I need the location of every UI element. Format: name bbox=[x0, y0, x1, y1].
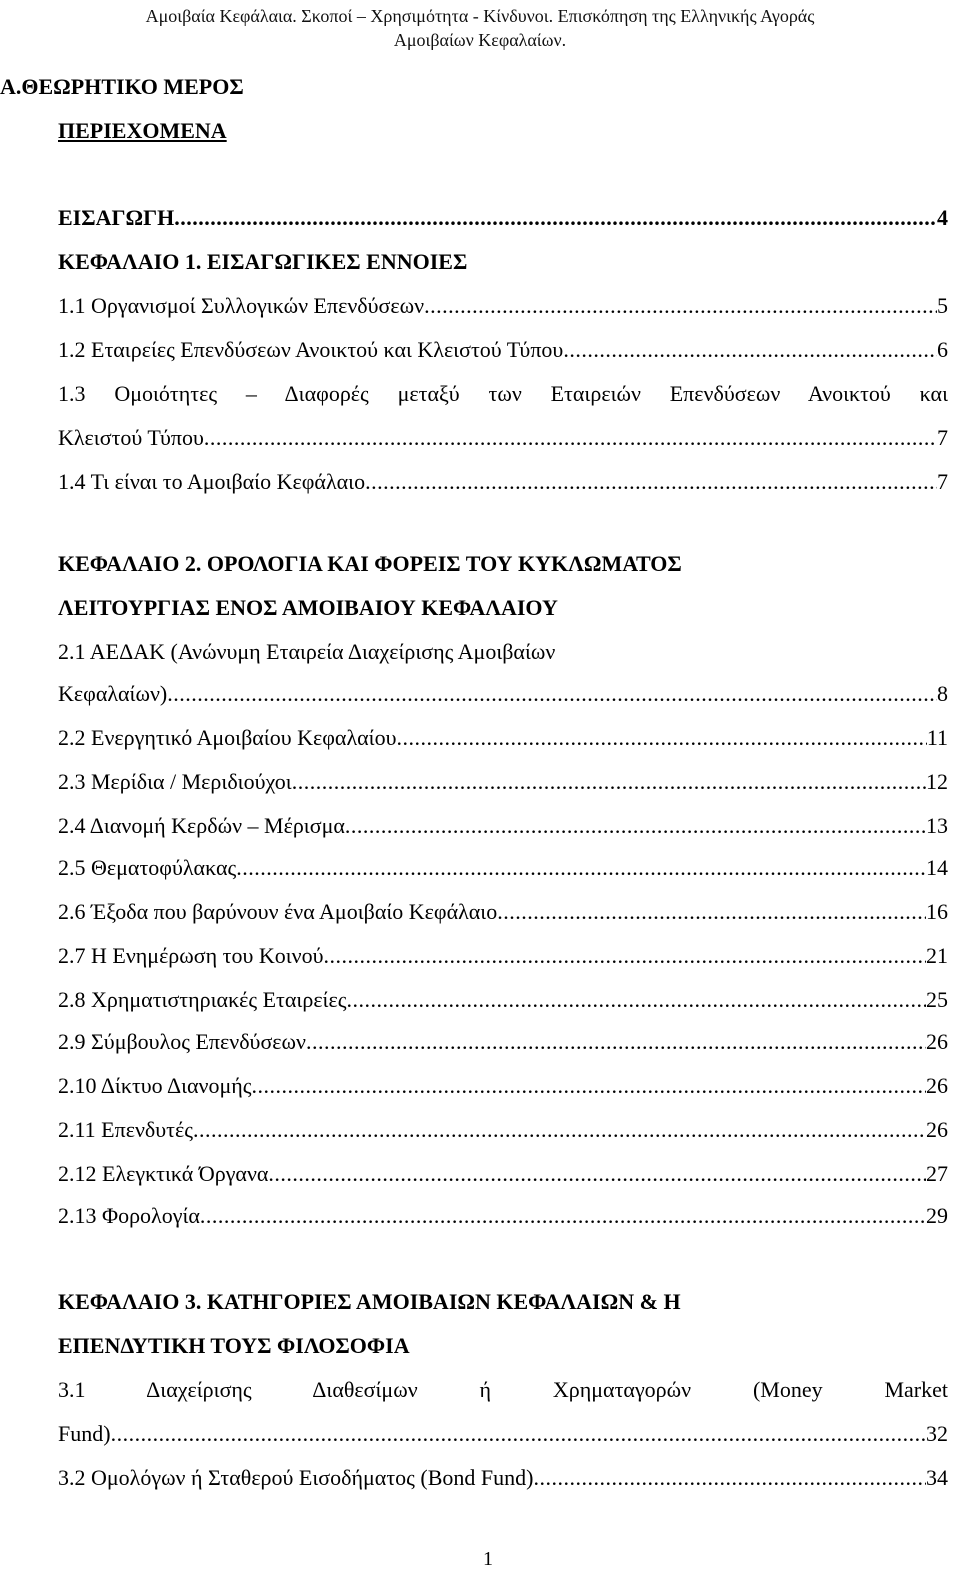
dot-leader bbox=[167, 672, 937, 716]
toc-label: 2.12 Ελεγκτικά Όργανα bbox=[58, 1161, 269, 1186]
toc-entry[interactable] bbox=[58, 1064, 948, 1108]
toc-label: 2.8 Χρηματιστηριακές Εταιρείες bbox=[58, 987, 347, 1012]
toc-page: 26 bbox=[926, 1073, 948, 1098]
toc-entry-line[interactable]: 3.1 Διαχείρισης Διαθεσίμων ή Χρηματαγορών (Money Market bbox=[58, 1377, 948, 1402]
contents-title: ΠΕΡΙΕΧΟΜΕΝΑ bbox=[58, 118, 227, 143]
chapter-2-heading: ΚΕΦΑΛΑΙΟ 2. ΟΡΟΛΟΓΙΑ ΚΑΙ ΦΟΡΕΙΣ ΤΟΥ ΚΥΚΛΩΜΑΤΟΣ bbox=[58, 551, 682, 576]
toc-label: Κεφαλαίων) bbox=[58, 681, 168, 706]
toc-entry[interactable] bbox=[58, 846, 948, 890]
chapter-1-heading: ΚΕΦΑΛΑΙΟ 1. ΕΙΣΑΓΩΓΙΚΕΣ ΕΝΝΟΙΕΣ bbox=[58, 249, 468, 274]
toc-entry[interactable] bbox=[58, 804, 948, 848]
toc-label: 2.4 Διανομή Κερδών – Μέρισμα bbox=[58, 813, 345, 838]
toc-page: 32 bbox=[926, 1421, 948, 1446]
toc-entry[interactable] bbox=[58, 460, 948, 504]
toc-page: 11 bbox=[926, 725, 948, 750]
toc-entry[interactable] bbox=[58, 1020, 948, 1064]
dot-leader bbox=[497, 890, 926, 934]
toc-page: 14 bbox=[926, 855, 948, 880]
toc-entry-line[interactable]: 1.3 Ομοιότητες – Διαφορές μεταξύ των Εταιρειών Επενδύσεων Ανοικτού και bbox=[58, 381, 948, 406]
toc-page: 6 bbox=[937, 337, 948, 362]
toc-label: 2.11 Επενδυτές bbox=[58, 1117, 193, 1142]
toc-label: 2.13 Φορολογία bbox=[58, 1203, 200, 1228]
toc-entry[interactable] bbox=[58, 934, 948, 978]
toc-label: 2.10 Δίκτυο Διανομής bbox=[58, 1073, 252, 1098]
toc-entry-line[interactable]: 2.1 ΑΕΔΑΚ (Ανώνυμη Εταιρεία Διαχείρισης Αμοιβαίων bbox=[58, 639, 556, 664]
toc-page: 16 bbox=[926, 899, 948, 924]
toc-page: 7 bbox=[937, 469, 948, 494]
toc-page: 34 bbox=[926, 1465, 948, 1490]
toc-page: 27 bbox=[926, 1161, 948, 1186]
toc-page: 25 bbox=[926, 987, 948, 1012]
dot-leader bbox=[396, 716, 926, 760]
dot-leader bbox=[324, 934, 926, 978]
toc-page: 26 bbox=[926, 1117, 948, 1142]
toc-page: 13 bbox=[926, 813, 948, 838]
toc-label: 1.1 Οργανισμοί Συλλογικών Επενδύσεων bbox=[58, 293, 425, 318]
toc-page: 5 bbox=[937, 293, 948, 318]
toc-entry-continued[interactable] bbox=[58, 1412, 948, 1456]
toc-label: Κλειστού Τύπου bbox=[58, 425, 204, 450]
dot-leader bbox=[563, 328, 937, 372]
toc-entry[interactable] bbox=[58, 890, 948, 934]
header-line-2: Αμοιβαίων Κεφαλαίων. bbox=[393, 30, 567, 50]
chapter-2-heading-cont: ΛΕΙΤΟΥΡΓΙΑΣ ΕΝΟΣ ΑΜΟΙΒΑΙΟΥ ΚΕΦΑΛΑΙΟΥ bbox=[58, 595, 558, 620]
toc-label: 1.2 Εταιρείες Επενδύσεων Ανοικτού και Κλειστού Τύπου bbox=[58, 337, 564, 362]
header-line-1: Αμοιβαία Κεφάλαια. Σκοποί – Χρησιμότητα - Κίνδυνοι. Επισκόπηση της Ελληνικής Αγοράς bbox=[145, 6, 815, 26]
toc-label: 1.4 Τι είναι το Αμοιβαίο Κεφάλαιο bbox=[58, 469, 366, 494]
dot-leader bbox=[193, 1108, 926, 1152]
toc-page: 21 bbox=[926, 943, 948, 968]
running-header bbox=[0, 4, 960, 52]
toc-entry[interactable] bbox=[58, 1152, 948, 1196]
toc-entry-intro[interactable] bbox=[58, 196, 948, 240]
toc-entry-continued[interactable] bbox=[58, 416, 948, 460]
dot-leader bbox=[345, 804, 926, 848]
toc-label: 2.6 Έξοδα που βαρύνουν ένα Αμοιβαίο Κεφάλαιο bbox=[58, 899, 498, 924]
toc-label: 2.3 Μερίδια / Μεριδιούχοι bbox=[58, 769, 292, 794]
toc-entry[interactable] bbox=[58, 284, 948, 328]
dot-leader bbox=[252, 1064, 926, 1108]
toc-label: 2.2 Ενεργητικό Αμοιβαίου Κεφαλαίου bbox=[58, 725, 397, 750]
dot-leader bbox=[200, 1194, 926, 1238]
page-number: 1 bbox=[483, 1548, 493, 1570]
section-title: Α.ΘΕΩΡΗΤΙΚΟ ΜΕΡΟΣ bbox=[0, 74, 244, 99]
toc-entry[interactable] bbox=[58, 760, 948, 804]
toc-label: 2.5 Θεματοφύλακας bbox=[58, 855, 237, 880]
toc-label: ΕΙΣΑΓΩΓΗ bbox=[58, 205, 175, 230]
toc-label: Fund) bbox=[58, 1421, 111, 1446]
toc-page: 26 bbox=[926, 1029, 948, 1054]
toc-label: 3.2 Ομολόγων ή Σταθερού Εισοδήματος (Bond Fund) bbox=[58, 1465, 534, 1490]
dot-leader bbox=[236, 846, 926, 890]
dot-leader bbox=[424, 284, 937, 328]
toc-page: 4 bbox=[937, 205, 948, 230]
toc-entry[interactable] bbox=[58, 1456, 948, 1500]
dot-leader bbox=[268, 1152, 926, 1196]
toc-label: 2.9 Σύμβουλος Επενδύσεων bbox=[58, 1029, 306, 1054]
dot-leader bbox=[174, 196, 937, 240]
dot-leader bbox=[292, 760, 926, 804]
toc-entry[interactable] bbox=[58, 328, 948, 372]
toc-entry[interactable] bbox=[58, 716, 948, 760]
toc-page: 29 bbox=[926, 1203, 948, 1228]
dot-leader bbox=[365, 460, 937, 504]
toc-page: 12 bbox=[926, 769, 948, 794]
toc-entry[interactable] bbox=[58, 978, 948, 1022]
toc-entry[interactable] bbox=[58, 1108, 948, 1152]
toc-page: 7 bbox=[937, 425, 948, 450]
chapter-3-heading-cont: ΕΠΕΝΔΥΤΙΚΗ ΤΟΥΣ ΦΙΛΟΣΟΦΙΑ bbox=[58, 1333, 410, 1358]
dot-leader bbox=[111, 1412, 926, 1456]
toc-label: 2.7 Η Ενημέρωση του Κοινού bbox=[58, 943, 324, 968]
dot-leader bbox=[346, 978, 926, 1022]
dot-leader bbox=[306, 1020, 926, 1064]
toc-entry-continued[interactable] bbox=[58, 672, 948, 716]
dot-leader bbox=[204, 416, 937, 460]
dot-leader bbox=[533, 1456, 926, 1500]
chapter-3-heading: ΚΕΦΑΛΑΙΟ 3. ΚΑΤΗΓΟΡΙΕΣ ΑΜΟΙΒΑΙΩΝ ΚΕΦΑΛΑΙΩΝ & Η bbox=[58, 1289, 681, 1314]
toc-page: 8 bbox=[937, 681, 948, 706]
toc-entry[interactable] bbox=[58, 1194, 948, 1238]
